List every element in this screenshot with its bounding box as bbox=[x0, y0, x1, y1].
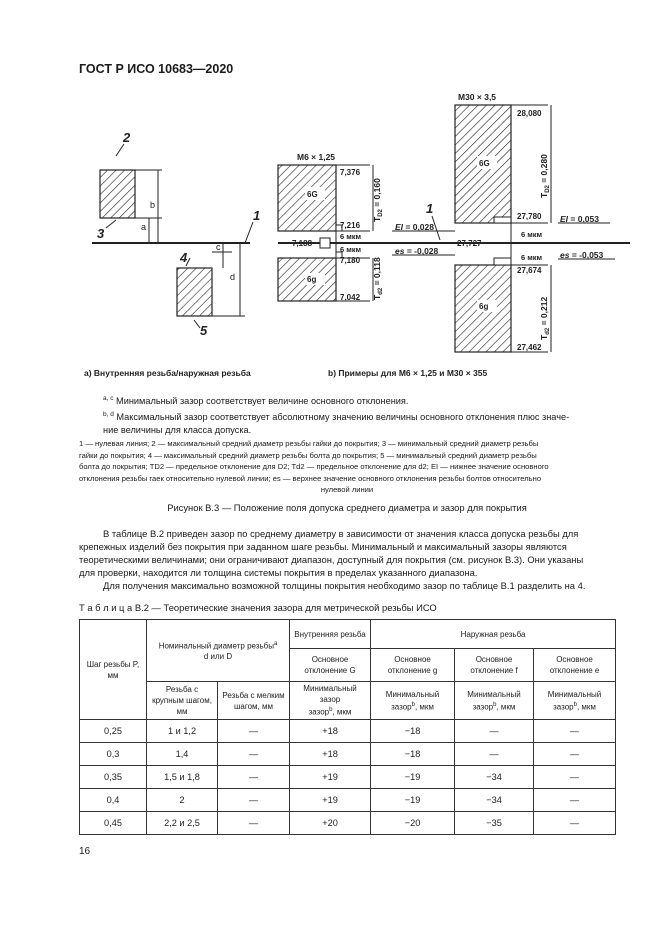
cell-fine: — bbox=[218, 766, 290, 789]
table-row bbox=[80, 766, 616, 789]
legend-line: болта до покрытия; TD2 — предельное отклонение для D2; Td2 — предельное отклонение для d2; EI — нижнее значение основного bbox=[79, 462, 549, 471]
cell-coarse: 1 и 1,2 bbox=[147, 720, 218, 743]
m30-EI: EI = 0,053 bbox=[560, 214, 599, 224]
cell-g: −18 bbox=[371, 720, 455, 743]
bolt-zone-a bbox=[177, 268, 212, 316]
cell-pitch: 0,35 bbox=[80, 766, 147, 789]
table-row bbox=[80, 812, 616, 835]
cell-f: — bbox=[455, 743, 534, 766]
label-1-right: 1 bbox=[426, 201, 434, 216]
header-dev-g: Основное отклонение g bbox=[371, 649, 455, 682]
legend-line: отклонения резьбы гаек относительно нулевой линии; es — верхнее значение основного отклонения резьбы болтов относительно bbox=[79, 473, 542, 483]
m6-7376: 7,376 bbox=[340, 168, 361, 177]
header-nominal: Номинальный диаметр резьбы$^a$ d или D bbox=[147, 620, 290, 682]
legend-block bbox=[79, 438, 615, 496]
diagram-a bbox=[92, 130, 260, 338]
cell-fine: — bbox=[218, 789, 290, 812]
body-paragraphs bbox=[79, 527, 615, 592]
cell-g: −20 bbox=[371, 812, 455, 835]
label-b: b bbox=[150, 200, 156, 210]
table-row bbox=[80, 789, 616, 812]
diagram-m6 bbox=[278, 152, 455, 302]
m6-7180: 7,180 bbox=[340, 256, 361, 265]
document-header: ГОСТ Р ИСО 10683—2020 bbox=[79, 62, 234, 76]
cell-e: — bbox=[534, 812, 616, 835]
legend-line: 1 — нулевая линия; 2 — максимальный средний диаметр резьбы гайки до покрытия; 3 — минимальный средний диаметр резьбы bbox=[79, 439, 539, 448]
note-ac-mark: a, c bbox=[103, 395, 114, 402]
header-pitch: Шаг резьбы P, мм bbox=[80, 620, 147, 720]
label-2: 2 bbox=[123, 130, 131, 145]
header-min-gap: Минимальный зазор зазор$^b$, мкм bbox=[290, 682, 371, 720]
legend-line: гайки до покрытия; 4 — максимальный средний диаметр резьбы болта до покрытия; 5 — минимальный средний диаметр резьбы bbox=[79, 450, 537, 460]
page-number: 16 bbox=[79, 846, 91, 857]
cell-pitch: 0,25 bbox=[80, 720, 147, 743]
header-min-gap: Минимальный зазор$^b$, мкм bbox=[534, 682, 616, 720]
cell-e: — bbox=[534, 766, 616, 789]
m30-6G: 6G bbox=[479, 159, 490, 168]
m30-27462: 27,462 bbox=[517, 343, 542, 352]
header-coarse: Резьба с крупным шагом, мм bbox=[147, 682, 218, 720]
m6-gap-bottom: 6 мкм bbox=[340, 245, 362, 254]
label-c: c bbox=[216, 242, 221, 252]
cell-pitch: 0,4 bbox=[80, 789, 147, 812]
header-dev-e: Основное отклонение e bbox=[534, 649, 616, 682]
header-min-gap: Минимальный зазор$^b$, мкм bbox=[371, 682, 455, 720]
paragraph-line: теоретическими величинами; они ограничивают диапазон, доступный для покрытия (см. рисунок В.3). Они указаны bbox=[79, 554, 584, 565]
cell-fine: — bbox=[218, 743, 290, 766]
figure-title: Рисунок В.3 — Положение поля допуска среднего диаметра и зазор для покрытия bbox=[167, 502, 527, 513]
table-title: Т а б л и ц а В.2 — Теоретические значения зазора для метрической резьбы ИСО bbox=[79, 602, 437, 613]
cell-G: +19 bbox=[290, 766, 371, 789]
cell-f: −34 bbox=[455, 789, 534, 812]
notes-block bbox=[103, 392, 623, 437]
cell-pitch: 0,45 bbox=[80, 812, 147, 835]
cell-coarse: 1,5 и 1,8 bbox=[147, 766, 218, 789]
cell-coarse: 2 bbox=[147, 789, 218, 812]
cell-G: +19 bbox=[290, 789, 371, 812]
m6-TD2: $T_{D2} = 0,160$ bbox=[372, 178, 384, 222]
m30-title: M30 × 3,5 bbox=[458, 92, 497, 102]
m6-7188: 7,188 bbox=[292, 239, 313, 248]
note-bd-text2: ние величины для класса допуска. bbox=[103, 425, 252, 436]
cell-fine: — bbox=[218, 720, 290, 743]
cell-f: −34 bbox=[455, 766, 534, 789]
m6-6G: 6G bbox=[307, 190, 318, 199]
m6-6g: 6g bbox=[307, 275, 317, 284]
nut-zone-a bbox=[100, 170, 135, 218]
caption-a: a) Внутренняя резьба/наружная резьба bbox=[84, 368, 251, 378]
cell-G: +20 bbox=[290, 812, 371, 835]
caption-b: b) Примеры для M6 × 1,25 и M30 × 355 bbox=[328, 368, 488, 378]
cell-coarse: 1,4 bbox=[147, 743, 218, 766]
m6-gap-top: 6 мкм bbox=[340, 232, 362, 241]
m30-gap-bottom: 6 мкм bbox=[521, 253, 543, 262]
table-row bbox=[80, 743, 616, 766]
m6-EI: EI = 0,028 bbox=[395, 222, 434, 232]
cell-e: — bbox=[534, 789, 616, 812]
cell-e: — bbox=[534, 743, 616, 766]
legend-line: нулевой линии bbox=[320, 485, 374, 494]
cell-e: — bbox=[534, 720, 616, 743]
m6-Td2: $T_{d2} = 0,118$ bbox=[372, 257, 384, 300]
m30-6g: 6g bbox=[479, 302, 489, 311]
cell-g: −19 bbox=[371, 789, 455, 812]
figure-diagram bbox=[70, 80, 630, 390]
label-d: d bbox=[230, 272, 236, 282]
note-ac-text: Минимальный зазор соответствует величине основного отклонения. bbox=[116, 396, 409, 407]
cell-coarse: 2,2 и 2,5 bbox=[147, 812, 218, 835]
cell-f: — bbox=[455, 720, 534, 743]
note-bd-mark: b, d bbox=[103, 411, 114, 419]
header-fine: Резьба с мелким шагом, мм bbox=[218, 682, 290, 720]
m30-es: es = -0,053 bbox=[560, 250, 604, 260]
m30-27727: 27,727 bbox=[457, 239, 482, 248]
paragraph-line: крепежных изделий без покрытия при заданном шаге резьбы. Минимальный и максимальный зазоры являются bbox=[79, 541, 567, 552]
cell-pitch: 0,3 bbox=[80, 743, 147, 766]
header-external: Наружная резьба bbox=[371, 620, 616, 649]
cell-G: +18 bbox=[290, 743, 371, 766]
cell-g: −19 bbox=[371, 766, 455, 789]
header-internal: Внутренняя резьба bbox=[290, 620, 371, 649]
paragraph-line: В таблице В.2 приведен зазор по среднему диаметру в зависимости от значения класса допуска резьбы для bbox=[103, 528, 579, 539]
cell-f: −35 bbox=[455, 812, 534, 835]
m30-27780: 27,780 bbox=[517, 212, 542, 221]
label-3: 3 bbox=[97, 226, 105, 241]
cell-G: +18 bbox=[290, 720, 371, 743]
label-a: a bbox=[141, 222, 147, 232]
m30-27674: 27,674 bbox=[517, 266, 542, 275]
m30-Td2: $T_{d2} = 0,212$ bbox=[539, 296, 551, 340]
clearance-table bbox=[79, 619, 616, 835]
label-5: 5 bbox=[200, 323, 208, 338]
m6-es: es = -0,028 bbox=[395, 246, 439, 256]
label-4: 4 bbox=[180, 250, 188, 265]
header-dev-G: Основное отклонение G bbox=[290, 649, 371, 682]
label-1-left: 1 bbox=[253, 208, 261, 223]
cell-g: −18 bbox=[371, 743, 455, 766]
m30-gap-top: 6 мкм bbox=[521, 230, 543, 239]
cell-fine: — bbox=[218, 812, 290, 835]
m30-28080: 28,080 bbox=[517, 109, 542, 118]
paragraph-line: для проверки, находится ли толщина системы покрытия в пределах указанного диапазона. bbox=[79, 567, 478, 578]
header-dev-f: Основное отклонение f bbox=[455, 649, 534, 682]
m6-title: M6 × 1,25 bbox=[297, 152, 336, 162]
note-bd-text1: Максимальный зазор соответствует абсолютному значению величины основного отклонения плюс значе- bbox=[116, 412, 570, 423]
table-row bbox=[80, 720, 616, 743]
m30-TD2: $T_{D2} = 0,280$ bbox=[539, 154, 551, 198]
m6-7216: 7,216 bbox=[340, 221, 361, 230]
paragraph-line: Для получения максимально возможной толщины покрытия необходимо зазор по таблице В.1 разделить на 4. bbox=[103, 580, 586, 591]
header-min-gap: Минимальный зазор$^b$, мкм bbox=[455, 682, 534, 720]
m6-7042: 7,042 bbox=[340, 293, 361, 302]
